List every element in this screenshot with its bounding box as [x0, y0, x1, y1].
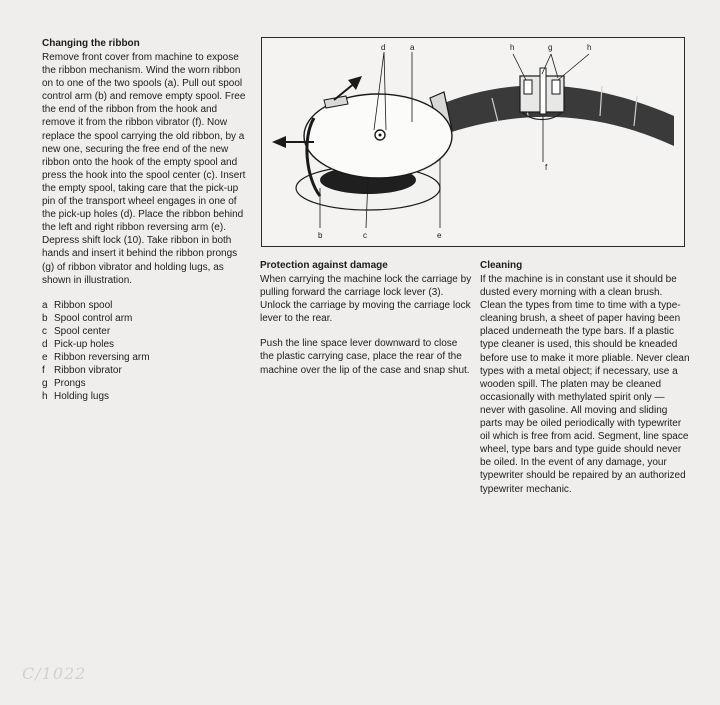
parts-legend: [42, 299, 247, 404]
legend-item: [42, 338, 247, 351]
pull-arrow-icon: [272, 136, 286, 148]
holding-lug: [552, 80, 560, 94]
legend-label: Holding lugs: [54, 391, 110, 403]
legend-label: Pick-up holes: [54, 338, 115, 350]
ribbon-mechanism-drawing: [262, 38, 684, 246]
figure-label-b: b: [318, 231, 323, 240]
figure-label-g: g: [548, 43, 553, 52]
protection-section: [260, 259, 472, 377]
legend-key: e: [42, 352, 48, 364]
legend-label: Ribbon reversing arm: [54, 352, 150, 364]
legend-label: Spool control arm: [54, 312, 133, 324]
cleaning-section: [480, 259, 690, 496]
cleaning-text: If the machine is in constant use it should be dusted every morning with a clean brush. Clean the types from time to time with a type-cleaning brush, a sheet of paper having been placed underneath the type bars. If a plastic type cleaner is used, this should be kneaded before use to make it more pliable. Never clean types with a metal object; if necessary, use a wooden spill. The platen may be cleaned occasionally with methylated spirit only — never with gasoline. All moving and sliding parts may be oiled periodically with typewriter oil which is free from acid. Segment, line space wheel, type bars and type guide should never be oiled. In the event of any damage, your typewriter should be repaired by an authorized typewriter mechanic.: [480, 274, 690, 495]
legend-key: a: [42, 299, 48, 311]
figure-label-c: c: [363, 231, 367, 240]
holding-lug: [524, 80, 532, 94]
legend-item: [42, 299, 247, 312]
protection-heading: Protection against damage: [260, 260, 388, 271]
changing-ribbon-section: [42, 37, 247, 403]
legend-label: Ribbon vibrator: [54, 365, 122, 377]
legend-item: [42, 351, 247, 364]
legend-item: [42, 364, 247, 377]
vibrator-stem: [540, 68, 546, 114]
figure-label-a: a: [410, 43, 415, 52]
legend-key: h: [42, 391, 48, 403]
protection-text-2: Push the line space lever downward to close the plastic carrying case, place the rear of the machine over the lip of the case and snap shut.: [260, 338, 470, 376]
spool-center-dot: [379, 134, 382, 137]
changing-ribbon-heading: Changing the ribbon: [42, 38, 140, 49]
legend-label: Spool center: [54, 325, 111, 337]
legend-label: Ribbon spool: [54, 299, 113, 311]
paragraph-gap: [260, 325, 472, 337]
legend-key: g: [42, 378, 48, 390]
cleaning-heading: Cleaning: [480, 260, 523, 271]
figure-label-d: d: [381, 43, 386, 52]
legend-item: [42, 390, 247, 403]
legend-item: [42, 312, 247, 325]
legend-item: [42, 325, 247, 338]
figure-label-h: h: [587, 43, 592, 52]
figure-label-f: f: [545, 163, 548, 172]
archive-mark: C/1022: [22, 664, 87, 683]
legend-key: b: [42, 312, 48, 324]
figure-label-e: e: [437, 231, 442, 240]
legend-item: [42, 377, 247, 390]
legend-key: d: [42, 338, 48, 350]
legend-key: c: [42, 325, 47, 337]
changing-ribbon-text: Remove front cover from machine to expose the ribbon mechanism. Wind the worn ribbon on to one of the two spools (a). Pull out spool control arm (b) and remove empty spool. Free the end of the ribbon from the hook and remove it from the ribbon vibrator (f). Now replace the spool carrying the old ribbon, by a new one, securing the free end of the new ribbon onto the hook of the empty spool and press the hook into the spool center (c). Insert the empty spool, taking care that the pick-up pin of the transport wheel engages in one of the pick-up holes (d). Place the ribbon behind the left and right ribbon reversing arm (e). Depress shift lock (10). Take ribbon in both hands and insert it behind the ribbon prongs (g) of ribbon vibrator and holding lugs, as shown in illustration.: [42, 52, 246, 286]
protection-text-1: When carrying the machine lock the carriage by pulling forward the carriage lock lever (3). Unlock the carriage by moving the carriage lock lever to the rear.: [260, 274, 472, 325]
legend-key: f: [42, 365, 45, 377]
ribbon-mechanism-illustration: [261, 37, 685, 247]
legend-label: Prongs: [54, 378, 86, 390]
figure-label-h: h: [510, 43, 515, 52]
